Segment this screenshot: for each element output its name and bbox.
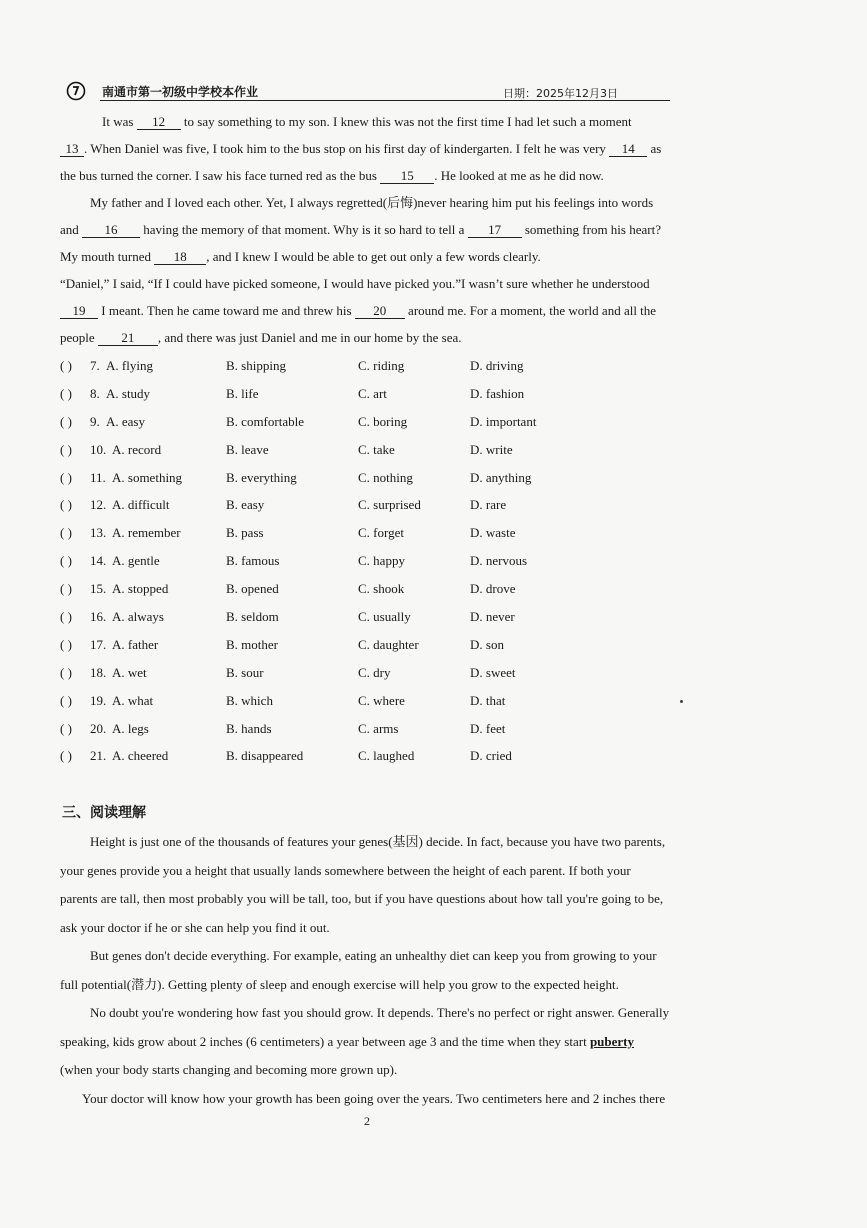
worksheet-date: 日期：2025年12月3日 (503, 87, 618, 100)
option-b: B. mother (226, 636, 278, 652)
passage-line: and 16 having the memory of that moment. Why is it so hard to tell a 17 something from his heart? (60, 222, 661, 237)
answer-paren: ( ) (60, 664, 72, 680)
scan-speck (680, 700, 683, 703)
option-row (60, 436, 580, 464)
answer-paren: ( ) (60, 358, 72, 373)
blank-12: 12 (137, 114, 181, 130)
option-d: D. cried (470, 748, 512, 764)
cloze-passage (60, 108, 676, 351)
option-d: D. anything (470, 469, 532, 485)
option-d: D. son (470, 636, 504, 652)
answer-paren: ( ) (60, 525, 72, 541)
option-row (60, 603, 580, 631)
option-c: C. take (358, 441, 395, 457)
section-title: 三、阅读理解 (62, 805, 146, 821)
answer-paren: ( ) (60, 469, 72, 485)
option-a: A. difficult (112, 497, 170, 513)
passage-line: 19 I meant. Then he came toward me and threw his 20 around me. For a moment, the world and all the (60, 297, 676, 324)
option-a: A. what (112, 692, 154, 708)
option-c: C. art (358, 385, 387, 401)
option-d: D. fashion (470, 385, 525, 401)
answer-paren: ( ) (60, 413, 72, 429)
passage-line: My father and I loved each other. Yet, I always regretted(后悔)never hearing him put his feelings into words (90, 195, 654, 210)
option-a: A. remember (112, 525, 181, 541)
option-row (60, 715, 580, 743)
keyword-puberty: puberty (589, 1033, 634, 1049)
option-row (60, 631, 580, 659)
reading-line: (when your body starts changing and becoming more grown up). (60, 1062, 398, 1077)
blank-20: 20 (355, 303, 405, 319)
blank-17: 17 (468, 222, 522, 238)
reading-line: full potential(潜力). Getting plenty of sleep and enough exercise will help you grow to the expected height. (60, 976, 619, 992)
reading-passage (60, 828, 684, 1113)
question-number: 12. (90, 497, 107, 513)
option-c: C. nothing (358, 469, 413, 485)
question-number: 20. (90, 720, 107, 736)
question-number: 8. (90, 385, 100, 401)
reading-line: But genes don't decide everything. For example, eating an unhealthy diet can keep you from growing to your (90, 948, 657, 963)
option-c: C. dry (358, 664, 391, 680)
blank-14: 14 (609, 141, 647, 157)
option-a: A. easy (106, 413, 145, 429)
passage-line: 13 . When Daniel was five, I took him to the bus stop on his first day of kindergarten. I felt he was very 14 as (60, 135, 676, 162)
question-number: 21. (90, 748, 107, 764)
option-row (60, 659, 580, 687)
question-number: 7. (90, 358, 100, 373)
answer-paren: ( ) (60, 636, 72, 652)
reading-line: your genes provide you a height that usually lands somewhere between the height of each parent. If both your (60, 862, 631, 878)
option-a: A. something (112, 469, 183, 485)
answer-paren: ( ) (60, 748, 72, 764)
option-a: A. always (112, 609, 164, 625)
passage-line: people 21 , and there was just Daniel and me in our home by the sea. (60, 330, 462, 345)
option-a: A. father (112, 636, 159, 652)
option-row (60, 742, 580, 770)
school-name: 南通市第一初级中学校本作业 (102, 85, 259, 99)
reading-line: Height is just one of the thousands of features your genes(基因) decide. In fact, because you have two parents, (90, 834, 666, 849)
option-b: B. seldom (226, 609, 279, 625)
option-c: C. boring (358, 413, 408, 429)
passage-line: the bus turned the corner. I saw his face turned red as the bus 15 . He looked at me as he did now. (60, 168, 604, 183)
option-b: B. everything (226, 469, 297, 485)
option-d: D. never (470, 609, 515, 625)
answer-paren: ( ) (60, 581, 72, 597)
option-b: B. easy (226, 497, 265, 513)
answer-options (60, 352, 580, 770)
option-b: B. leave (226, 441, 269, 457)
option-c: C. surprised (358, 497, 421, 513)
option-row (60, 575, 580, 603)
option-d: D. nervous (470, 553, 528, 569)
option-d: D. rare (470, 497, 507, 513)
reading-line: ask your doctor if he or she can help you find it out. (60, 919, 330, 935)
option-d: D. feet (470, 720, 506, 736)
option-a: A. cheered (112, 748, 169, 764)
reading-line: speaking, kids grow about 2 inches (6 centimeters) a year between age 3 and the time when they start puberty (60, 1033, 634, 1049)
option-d: D. sweet (470, 664, 516, 680)
option-a: A. flying (106, 358, 153, 373)
passage-line: My mouth turned 18 , and I knew I would be able to get out only a few words clearly. (60, 249, 541, 264)
answer-paren: ( ) (60, 553, 72, 569)
question-number: 10. (90, 441, 107, 457)
reading-line: parents are tall, then most probably you will be tall, too, but if you have questions about how tall you're going to be, (60, 891, 664, 906)
question-number: 9. (90, 413, 100, 429)
blank-19: 19 (60, 303, 98, 319)
blank-21: 21 (98, 330, 158, 346)
answer-paren: ( ) (60, 720, 72, 736)
question-number: 15. (90, 581, 107, 597)
option-c: C. happy (358, 553, 405, 569)
option-row (60, 519, 580, 547)
option-a: A. study (106, 385, 151, 401)
option-b: B. opened (226, 581, 279, 597)
option-c: C. usually (358, 609, 411, 625)
option-c: C. forget (358, 525, 404, 541)
option-b: B. disappeared (226, 748, 304, 764)
option-d: D. important (470, 413, 537, 429)
option-b: B. sour (226, 664, 264, 680)
reading-line: Your doctor will know how your growth has been going over the years. Two centimeters here and 2 inches there (82, 1090, 666, 1106)
option-c: C. where (358, 692, 405, 708)
question-number: 13. (90, 525, 107, 541)
question-number: 14. (90, 553, 107, 569)
option-a: A. stopped (112, 581, 169, 597)
option-row (60, 352, 580, 380)
question-number: 19. (90, 692, 107, 708)
answer-paren: ( ) (60, 441, 72, 457)
question-number: 17. (90, 636, 107, 652)
question-number: 11. (90, 469, 106, 485)
option-b: B. pass (226, 525, 264, 541)
blank-15: 15 (380, 168, 434, 184)
reading-line: No doubt you're wondering how fast you should grow. It depends. There's no perfect or right answer. Generally (90, 1005, 670, 1020)
passage-line: “Daniel,” I said, “If I could have picked someone, I would have picked you.”I wasn’t sure whether he understood (60, 276, 650, 291)
option-d: D. drove (470, 581, 516, 597)
page-header (66, 80, 670, 102)
option-b: B. famous (226, 553, 280, 569)
option-a: A. record (112, 441, 162, 457)
option-d: D. driving (470, 358, 524, 373)
page-number: 2 (364, 1114, 370, 1128)
option-c: C. laughed (358, 748, 415, 764)
option-b: B. life (226, 385, 259, 401)
option-c: C. riding (358, 358, 405, 373)
option-b: B. which (226, 692, 273, 708)
option-row (60, 408, 580, 436)
option-b: B. hands (226, 720, 272, 736)
option-a: A. legs (112, 720, 149, 736)
header-divider (100, 100, 670, 101)
question-number: 16. (90, 609, 107, 625)
blank-18: 18 (154, 249, 206, 265)
blank-13: 13 (60, 141, 84, 157)
question-number: 18. (90, 664, 107, 680)
answer-paren: ( ) (60, 385, 72, 401)
option-d: D. write (470, 441, 513, 457)
option-a: A. wet (112, 664, 147, 680)
option-c: C. daughter (358, 636, 419, 652)
option-row (60, 464, 580, 492)
answer-paren: ( ) (60, 692, 72, 708)
option-c: C. arms (358, 720, 399, 736)
passage-line: It was 12 to say something to my son. I knew this was not the first time I had let such a moment (102, 114, 632, 129)
option-a: A. gentle (112, 553, 160, 569)
school-logo-icon (66, 81, 86, 101)
option-d: D. waste (470, 525, 516, 541)
option-row (60, 380, 580, 408)
answer-paren: ( ) (60, 609, 72, 625)
answer-paren: ( ) (60, 497, 72, 513)
option-row (60, 491, 580, 519)
option-c: C. shook (358, 581, 405, 597)
blank-16: 16 (82, 222, 140, 238)
option-b: B. comfortable (226, 413, 304, 429)
option-d: D. that (470, 692, 506, 708)
option-row (60, 547, 580, 575)
option-row (60, 687, 580, 715)
option-b: B. shipping (226, 358, 286, 373)
